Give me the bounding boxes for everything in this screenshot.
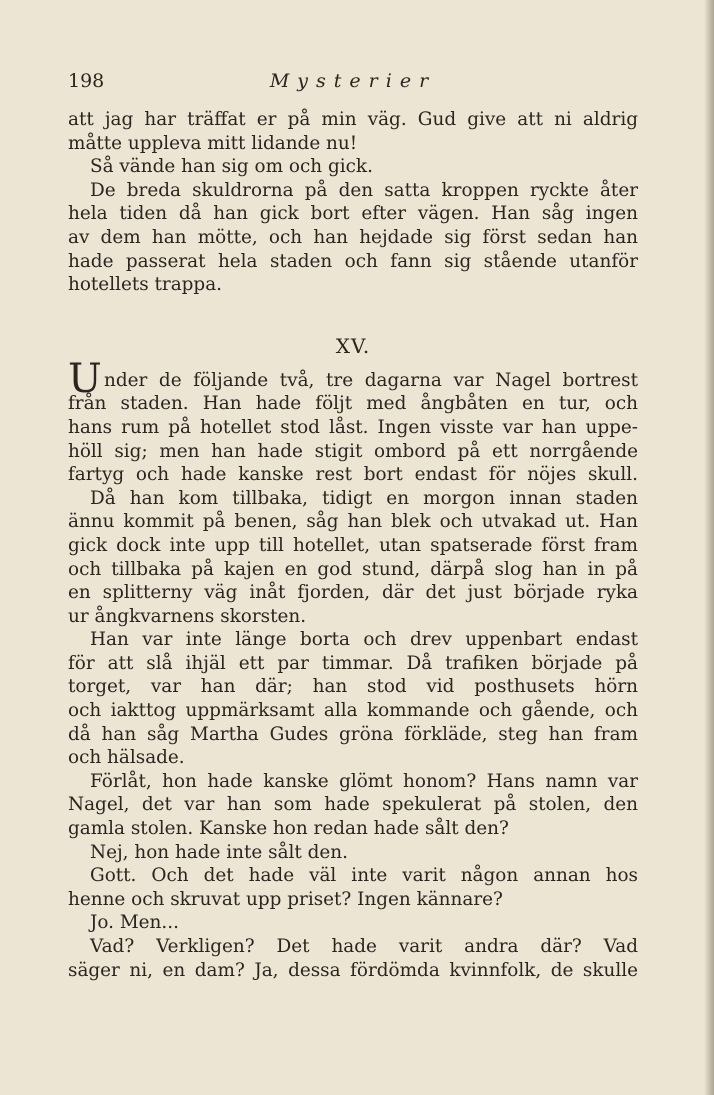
text-line: måtte uppleva mitt lidande nu! (68, 132, 358, 154)
text-line: Nej, hon hade inte sålt den. (90, 841, 348, 863)
text-line-dropcap (68, 355, 638, 402)
running-title: Mysterier (269, 70, 437, 92)
text-line: Gott. Och det hade väl inte varit någon annan hos (90, 865, 638, 887)
text-line: och iakttog uppmärksamt alla kommande och gående, och (68, 700, 638, 722)
text-line: en splitterny väg inåt fjorden, där det just började ryka (68, 582, 638, 604)
text-line: Nagel, det var han som hade spekulerat på stolen, den (68, 794, 638, 816)
text-line: hans rum på hotellet stod låst. Ingen visste var han uppe- (68, 416, 638, 438)
text-line: att jag har träffat er på min väg. Gud give att ni aldrig (68, 109, 638, 130)
text-line: säger ni, en dam? Ja, dessa fördömda kvinnfolk, de skulle (68, 959, 638, 981)
body-text (68, 108, 638, 982)
text-line: nder de följande två, tre dagarna var Nagel bortrest (104, 369, 638, 391)
text-line: Han var inte länge borta och drev uppenbart endast (90, 629, 638, 651)
page-header (68, 70, 638, 98)
text-line: då han såg Martha Gudes gröna förkläde, steg han fram (68, 723, 638, 745)
text-line: Då han kom tillbaka, tidigt en morgon innan staden (90, 487, 638, 509)
text-line: ännu kommit på benen, såg han blek och utvakad ut. Han (68, 511, 638, 533)
text-line: De breda skuldrorna på den satta kroppen ryckte åter (90, 179, 638, 201)
text-line: Vad? Verkligen? Det hade varit andra där? Vad (90, 936, 638, 957)
text-line: fartyg och hade kanske rest bort endast för nöjes skull. (68, 464, 638, 486)
text-line: Förlåt, hon hade kanske glömt honom? Hans namn var (90, 770, 638, 792)
text-line: hela tiden då han gick bort efter vägen. Han såg ingen (68, 203, 638, 225)
text-line: Jo. Men... (90, 912, 179, 934)
page-edge-shadow (704, 0, 714, 1095)
text-line: ur ångkvarnens skorsten. (68, 605, 307, 627)
chapter-heading: XV. (335, 333, 371, 358)
drop-cap: U (68, 355, 102, 402)
text-line: Så vände han sig om och gick. (90, 156, 373, 178)
text-line: gamla stolen. Kanske hon redan hade sålt den? (68, 818, 509, 840)
text-line: höll sig; men han hade stigit ombord på ett norrgående (68, 440, 638, 462)
text-line: gick dock inte upp till hotellet, utan spatserade först fram (68, 534, 638, 556)
text-line: och hälsade. (68, 747, 185, 769)
text-line: för att slå ihjäl ett par timmar. Då trafiken började på (68, 652, 638, 674)
page-number: 198 (68, 70, 105, 92)
text-line: och tillbaka på kajen en god stund, därpå slog han in på (68, 558, 638, 580)
text-line: av dem han mötte, och han hejdade sig först sedan han (68, 226, 638, 248)
text-line: henne och skruvat upp priset? Ingen kännare? (68, 888, 503, 910)
text-line: hotellets trappa. (68, 274, 223, 296)
text-line: från staden. Han hade följt med ångbåten en tur, och (68, 393, 638, 415)
text-line: torget, var han där; han stod vid posthusets hörn (68, 676, 638, 698)
text-line: hade passerat hela staden och fann sig stående utanför (68, 250, 638, 272)
